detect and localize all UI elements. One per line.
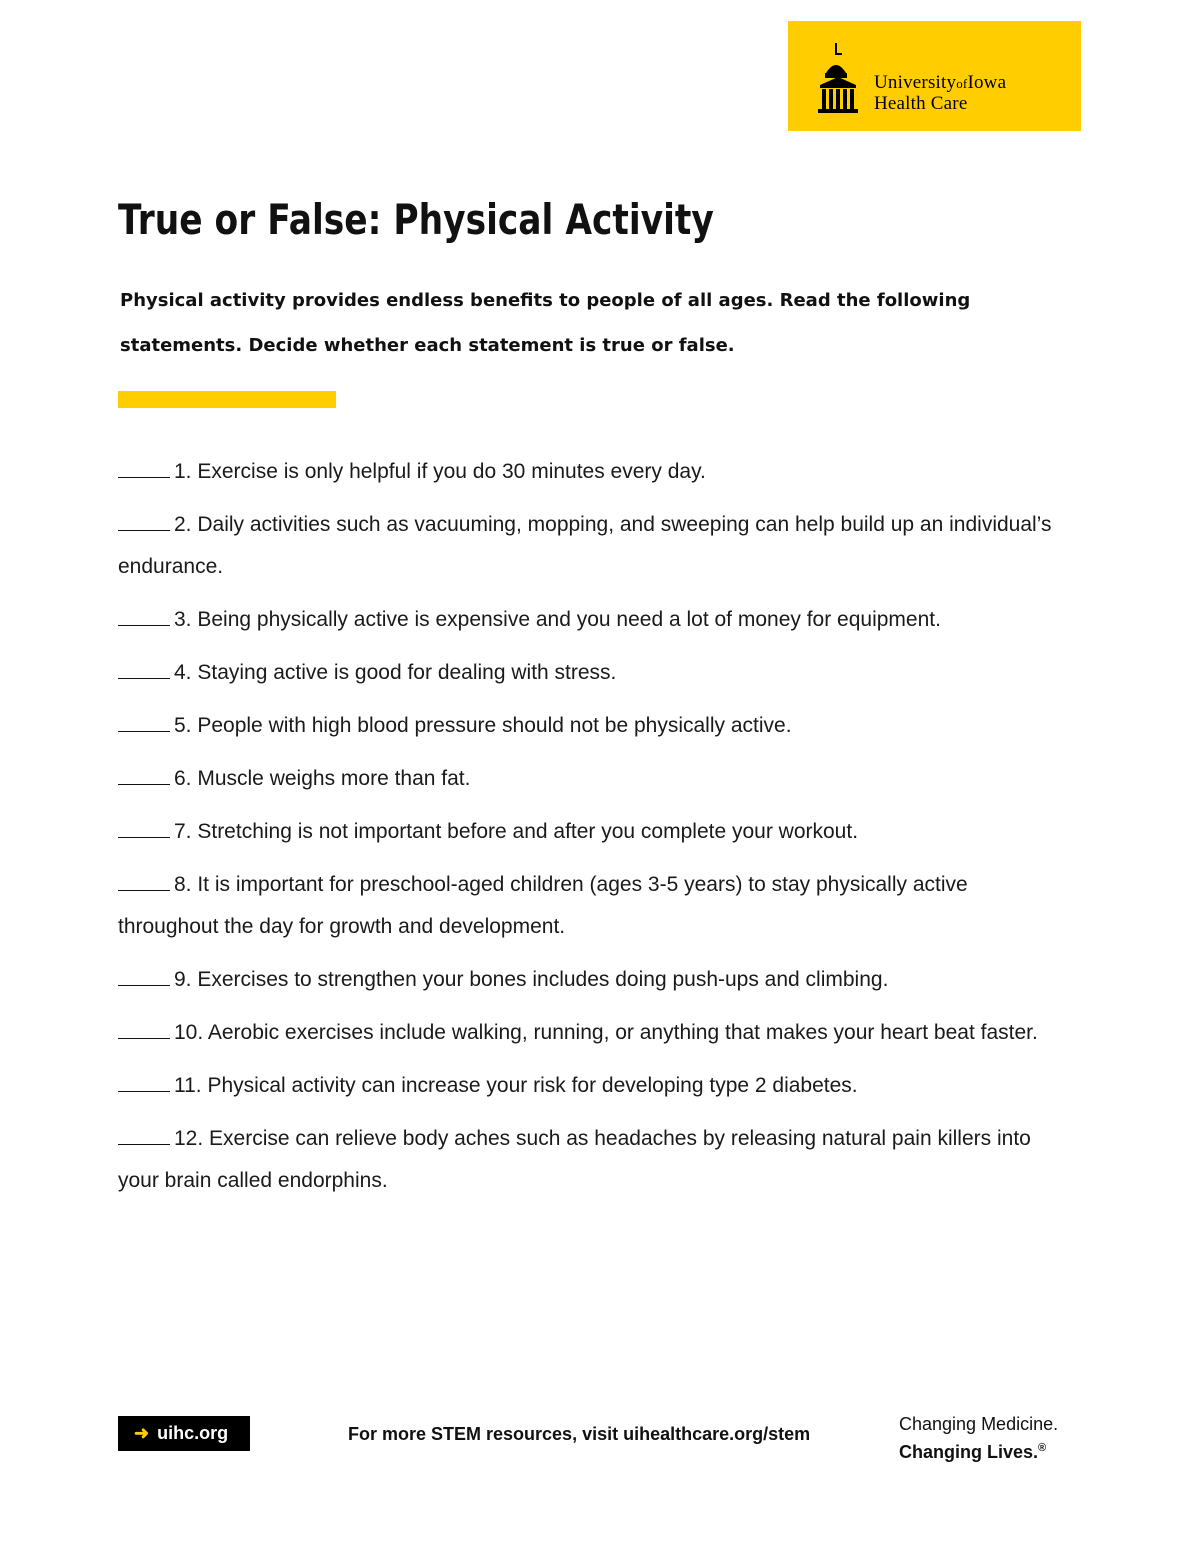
answer-blank[interactable]: [118, 766, 170, 785]
question-text: 6. Muscle weighs more than fat.: [174, 767, 471, 790]
intro-text: Physical activity provides endless benefits to people of all ages. Read the following statements. Decide whether each statement is true or false.: [120, 290, 971, 356]
question-item: [118, 504, 1068, 588]
question-text: 1. Exercise is only helpful if you do 30 minutes every day.: [174, 460, 706, 483]
accent-divider: [118, 391, 336, 408]
question-text: 8. It is important for preschool-aged children (ages 3-5 years) to stay physically active throughout the day for growth and development.: [118, 873, 968, 938]
logo-university: University: [874, 72, 957, 93]
question-text: 9. Exercises to strengthen your bones includes doing push-ups and climbing.: [174, 968, 889, 991]
question-text: 7. Stretching is not important before and after you complete your workout.: [174, 820, 859, 843]
logo-wordmark: [874, 73, 1006, 114]
answer-blank[interactable]: [118, 713, 170, 732]
question-item: [118, 1012, 1068, 1054]
question-text: 12. Exercise can relieve body aches such as headaches by releasing natural pain killers into your brain called endorphins.: [118, 1127, 1031, 1192]
answer-blank[interactable]: [118, 1020, 170, 1039]
question-text: 4. Staying active is good for dealing with stress.: [174, 661, 617, 684]
university-of-iowa-health-care-logo: [788, 21, 1081, 131]
answer-blank[interactable]: [118, 819, 170, 838]
uihc-link-label: uihc.org: [157, 1423, 229, 1443]
uihc-link-button[interactable]: [118, 1416, 250, 1451]
question-text: 2. Daily activities such as vacuuming, mopping, and sweeping can help build up an individual’s endurance.: [118, 513, 1052, 578]
answer-blank[interactable]: [118, 1126, 170, 1145]
answer-blank[interactable]: [118, 872, 170, 891]
answer-blank[interactable]: [118, 660, 170, 679]
logo-line-2: Health Care: [874, 93, 968, 114]
answer-blank[interactable]: [118, 967, 170, 986]
answer-blank[interactable]: [118, 512, 170, 531]
question-item: [118, 758, 1068, 800]
tagline-line-2: [899, 1436, 1058, 1464]
page-title: True or False: Physical Activity: [118, 195, 714, 244]
question-item: [118, 451, 1068, 493]
tagline: [899, 1412, 1058, 1464]
stem-resources-text: For more STEM resources, visit uihealthcare.org/stem: [348, 1424, 811, 1444]
question-item: [118, 1065, 1068, 1107]
question-text: 11. Physical activity can increase your risk for developing type 2 diabetes.: [174, 1074, 858, 1097]
question-item: [118, 811, 1068, 853]
question-item: [118, 1118, 1068, 1202]
logo-of: of: [956, 76, 968, 91]
answer-blank[interactable]: [118, 1073, 170, 1092]
question-text: 3. Being physically active is expensive and you need a lot of money for equipment.: [174, 608, 941, 631]
answer-blank[interactable]: [118, 459, 170, 478]
question-list: [118, 451, 1068, 1213]
question-item: [118, 864, 1068, 948]
registered-mark: ®: [1038, 1442, 1047, 1454]
tagline-line-2-text: Changing Lives.: [899, 1442, 1039, 1462]
question-text: 10. Aerobic exercises include walking, running, or anything that makes your heart beat faster.: [174, 1021, 1038, 1044]
old-capitol-icon: [816, 43, 860, 113]
question-item: [118, 652, 1068, 694]
arrow-right-icon: ➜: [134, 1423, 150, 1443]
question-item: [118, 705, 1068, 747]
tagline-line-1: Changing Medicine.: [899, 1414, 1059, 1434]
question-text: 5. People with high blood pressure should not be physically active.: [174, 714, 792, 737]
logo-iowa: Iowa: [967, 72, 1007, 93]
logo-line-1: [874, 73, 1006, 94]
question-item: [118, 599, 1068, 641]
question-item: [118, 959, 1068, 1001]
answer-blank[interactable]: [118, 607, 170, 626]
